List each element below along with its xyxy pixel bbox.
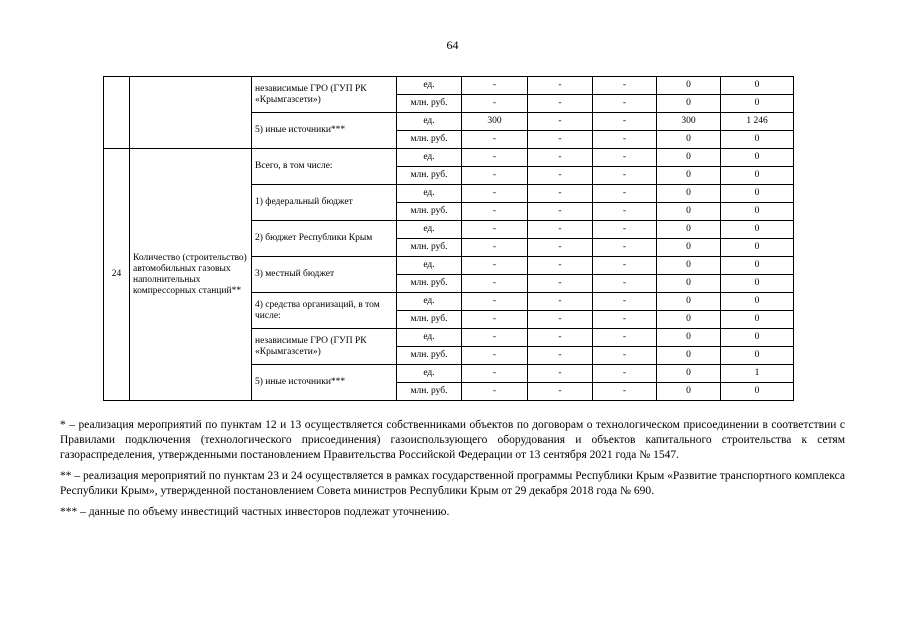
value-cell: - (462, 149, 528, 167)
table-row (104, 149, 794, 167)
unit-cell: ед. (397, 221, 462, 239)
value-cell: - (462, 203, 528, 221)
unit-cell: ед. (397, 149, 462, 167)
value-cell: - (593, 221, 657, 239)
value-cell: - (593, 383, 657, 401)
value-cell: - (593, 77, 657, 95)
value-cell: 0 (721, 149, 794, 167)
value-cell: - (462, 329, 528, 347)
unit-cell: млн. руб. (397, 383, 462, 401)
value-cell: 0 (721, 329, 794, 347)
value-cell: 0 (721, 311, 794, 329)
unit-cell: млн. руб. (397, 239, 462, 257)
value-cell: 0 (721, 239, 794, 257)
value-cell: 0 (721, 293, 794, 311)
value-cell: 0 (721, 221, 794, 239)
unit-cell: млн. руб. (397, 203, 462, 221)
value-cell: - (462, 167, 528, 185)
value-cell: - (462, 293, 528, 311)
unit-cell: ед. (397, 293, 462, 311)
value-cell: 1 (721, 365, 794, 383)
unit-cell: млн. руб. (397, 275, 462, 293)
funding-source-cell: независимые ГРО (ГУП РК «Крымгазсети») (252, 329, 397, 365)
unit-cell: млн. руб. (397, 311, 462, 329)
value-cell: 0 (657, 95, 721, 113)
funding-source-cell: 2) бюджет Республики Крым (252, 221, 397, 257)
value-cell: - (528, 95, 593, 113)
footnote-2: ** – реализация мероприятий по пунктам 23 и 24 осуществляется в рамках государственной программы Республики Крым «Развитие транспортного комплекса Республики Крым», утвержденной постановлением Совета министров Республики Крым от 29 декабря 2018 года № 690. (60, 470, 845, 497)
value-cell: - (528, 329, 593, 347)
value-cell: - (593, 275, 657, 293)
value-cell: 0 (657, 257, 721, 275)
value-cell: - (462, 131, 528, 149)
value-cell: 0 (657, 185, 721, 203)
value-cell: 0 (721, 167, 794, 185)
funding-source-cell: Всего, в том числе: (252, 149, 397, 185)
table-body (104, 77, 794, 401)
value-cell: - (593, 257, 657, 275)
value-cell: - (593, 329, 657, 347)
value-cell: - (593, 347, 657, 365)
value-cell: - (528, 149, 593, 167)
unit-cell: млн. руб. (397, 131, 462, 149)
footnote-3: *** – данные по объему инвестиций частных инвесторов подлежат уточнению. (60, 506, 450, 518)
unit-cell: млн. руб. (397, 167, 462, 185)
value-cell: - (528, 293, 593, 311)
value-cell: - (462, 185, 528, 203)
row-number-cell (104, 77, 130, 149)
value-cell: 300 (462, 113, 528, 131)
value-cell: 0 (657, 293, 721, 311)
value-cell: - (528, 113, 593, 131)
page-number: 64 (446, 38, 459, 52)
value-cell: - (593, 293, 657, 311)
value-cell: - (462, 365, 528, 383)
value-cell: - (593, 113, 657, 131)
value-cell: - (528, 311, 593, 329)
value-cell: 1 246 (721, 113, 794, 131)
value-cell: - (528, 347, 593, 365)
value-cell: 300 (657, 113, 721, 131)
value-cell: - (528, 167, 593, 185)
unit-cell: ед. (397, 329, 462, 347)
value-cell: - (528, 77, 593, 95)
value-cell: 0 (721, 275, 794, 293)
value-cell: 0 (657, 311, 721, 329)
value-cell: 0 (721, 383, 794, 401)
funding-source-cell: 5) иные источники*** (252, 365, 397, 401)
value-cell: 0 (657, 77, 721, 95)
value-cell: 0 (657, 383, 721, 401)
value-cell: - (528, 383, 593, 401)
indicator-cell: Количество (строительство) автомобильных газовых наполнительных компрессорных станций** (130, 149, 252, 401)
value-cell: - (528, 365, 593, 383)
value-cell: 0 (721, 131, 794, 149)
unit-cell: ед. (397, 113, 462, 131)
value-cell: - (462, 239, 528, 257)
value-cell: - (462, 275, 528, 293)
value-cell: - (593, 185, 657, 203)
value-cell: 0 (721, 347, 794, 365)
value-cell: 0 (657, 203, 721, 221)
value-cell: 0 (721, 257, 794, 275)
value-cell: 0 (721, 95, 794, 113)
value-cell: - (462, 95, 528, 113)
unit-cell: ед. (397, 365, 462, 383)
value-cell: - (593, 311, 657, 329)
value-cell: - (462, 311, 528, 329)
value-cell: - (528, 221, 593, 239)
indicator-cell (130, 77, 252, 149)
value-cell: 0 (721, 203, 794, 221)
value-cell: 0 (657, 275, 721, 293)
value-cell: 0 (657, 239, 721, 257)
value-cell: - (462, 221, 528, 239)
value-cell: - (528, 203, 593, 221)
funding-source-cell: 4) средства организаций, в том числе: (252, 293, 397, 329)
value-cell: - (462, 347, 528, 365)
funding-source-cell: независимые ГРО (ГУП РК «Крымгазсети») (252, 77, 397, 113)
value-cell: 0 (657, 131, 721, 149)
funding-source-cell: 3) местный бюджет (252, 257, 397, 293)
value-cell: 0 (657, 365, 721, 383)
footnotes (60, 418, 845, 526)
value-cell: - (528, 131, 593, 149)
value-cell: 0 (657, 149, 721, 167)
value-cell: 0 (721, 185, 794, 203)
value-cell: - (593, 167, 657, 185)
value-cell: - (462, 77, 528, 95)
value-cell: 0 (657, 167, 721, 185)
funding-source-cell: 5) иные источники*** (252, 113, 397, 149)
value-cell: - (593, 131, 657, 149)
unit-cell: млн. руб. (397, 347, 462, 365)
unit-cell: млн. руб. (397, 95, 462, 113)
investment-table (103, 76, 794, 401)
value-cell: - (528, 257, 593, 275)
value-cell: - (593, 203, 657, 221)
funding-source-cell: 1) федеральный бюджет (252, 185, 397, 221)
value-cell: - (462, 383, 528, 401)
table-row (104, 77, 794, 95)
value-cell: 0 (657, 221, 721, 239)
footnote-1: * – реализация мероприятий по пунктам 12 и 13 осуществляется собственниками объектов по договорам о технологическом присоединении в соответствии с Правилами подключения (технологического присоединения) газоиспользующего оборудования и объектов капитального строительства к сетям газораспределения, утвержденными постановлением Правительства Российской Федерации от 13 сентября 2021 года № 1547. (60, 419, 845, 461)
value-cell: 0 (657, 347, 721, 365)
value-cell: - (593, 365, 657, 383)
value-cell: 0 (721, 77, 794, 95)
value-cell: - (462, 257, 528, 275)
value-cell: - (528, 185, 593, 203)
row-number-cell: 24 (104, 149, 130, 401)
value-cell: - (528, 239, 593, 257)
unit-cell: ед. (397, 257, 462, 275)
value-cell: 0 (657, 329, 721, 347)
value-cell: - (528, 275, 593, 293)
unit-cell: ед. (397, 77, 462, 95)
value-cell: - (593, 239, 657, 257)
value-cell: - (593, 149, 657, 167)
value-cell: - (593, 95, 657, 113)
unit-cell: ед. (397, 185, 462, 203)
